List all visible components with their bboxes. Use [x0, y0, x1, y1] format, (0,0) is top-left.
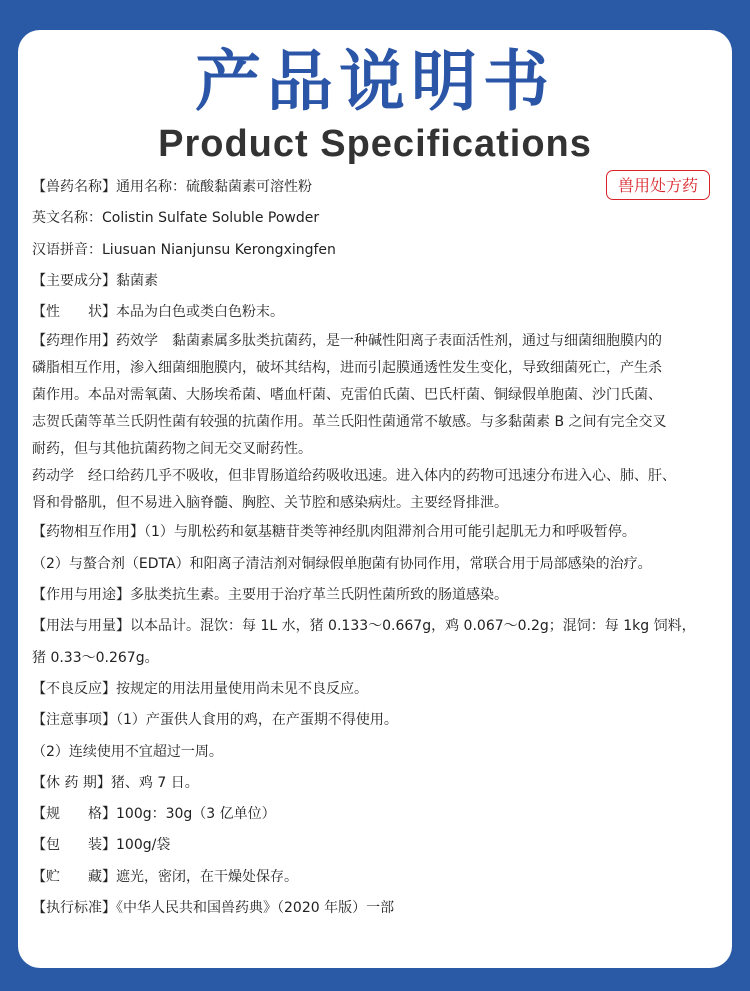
spec-line: 药动学 经口给药几乎不吸收，但非胃肠道给药吸收迅速。进入体内的药物可迅速分布进入心、肺、肝、 [32, 468, 676, 485]
spec-line: 猪 0.33～0.267g。 [32, 649, 159, 666]
spec-line: 肾和骨骼肌，但不易进入脑脊髓、胸腔、关节腔和感染病灶。主要经肾排泄。 [32, 495, 508, 512]
spec-line: 志贺氏菌等革兰氏阴性菌有较强的抗菌作用。革兰氏阳性菌通常不敏感。与多黏菌素 B 之间有完全交叉 [32, 414, 667, 431]
spec-line: （2）连续使用不宜超过一周。 [32, 743, 223, 760]
prescription-badge: 兽用处方药 [606, 170, 710, 200]
spec-line: 【包 装】100g/袋 [32, 837, 171, 854]
spec-content [32, 172, 722, 924]
spec-line: 【执行标准】《中华人民共和国兽药典》（2020 年版）一部 [32, 900, 395, 917]
spec-line: 汉语拼音：Liusuan Nianjunsu Kerongxingfen [32, 241, 336, 258]
spec-line: 【贮 藏】遮光，密闭，在干燥处保存。 [32, 868, 298, 885]
spec-line: 【注意事项】（1）产蛋供人食用的鸡，在产蛋期不得使用。 [32, 712, 398, 729]
spec-line: 耐药，但与其他抗菌药物之间无交叉耐药性。 [32, 441, 312, 458]
page-subtitle: Product Specifications [158, 123, 592, 165]
spec-line: 【作用与用途】多肽类抗生素。主要用于治疗革兰氏阴性菌所致的肠道感染。 [32, 587, 508, 604]
spec-line: 【用法与用量】以本品计。混饮：每 1L 水，猪 0.133～0.667g，鸡 0.067～0.2g；混饲：每 1kg 饲料， [32, 618, 696, 635]
spec-line: 【药物相互作用】（1）与肌松药和氨基糖苷类等神经肌肉阻滞剂合用可能引起肌无力和呼吸暂停。 [32, 524, 636, 541]
spec-line: 英文名称：Colistin Sulfate Soluble Powder [32, 210, 320, 227]
spec-line: 磷脂相互作用，渗入细菌细胞膜内，破坏其结构，进而引起膜通透性发生变化，导致细菌死亡，产生杀 [32, 360, 662, 377]
spec-line: 菌作用。本品对需氧菌、大肠埃希菌、嗜血杆菌、克雷伯氏菌、巴氏杆菌、铜绿假单胞菌、沙门氏菌、 [32, 387, 662, 404]
spec-line: 【不良反应】按规定的用法用量使用尚未见不良反应。 [32, 680, 368, 697]
spec-line: 【药理作用】药效学 黏菌素属多肽类抗菌药，是一种碱性阳离子表面活性剂，通过与细菌细胞膜内的 [32, 333, 662, 350]
page-title: 产品说明书 [195, 43, 555, 120]
spec-line: 【性 状】本品为白色或类白色粉末。 [32, 304, 284, 321]
spec-line: 【休 药 期】猪、鸡 7 日。 [32, 774, 199, 791]
spec-line: 【兽药名称】通用名称：硫酸黏菌素可溶性粉 [32, 179, 312, 195]
spec-card [18, 30, 732, 968]
spec-line: 【主要成分】黏菌素 [32, 272, 158, 289]
spec-line: （2）与螯合剂（EDTA）和阳离子清洁剂对铜绿假单胞菌有协同作用，常联合用于局部感染的治疗。 [32, 555, 652, 572]
spec-line: 【规 格】100g：30g（3 亿单位） [32, 806, 276, 823]
